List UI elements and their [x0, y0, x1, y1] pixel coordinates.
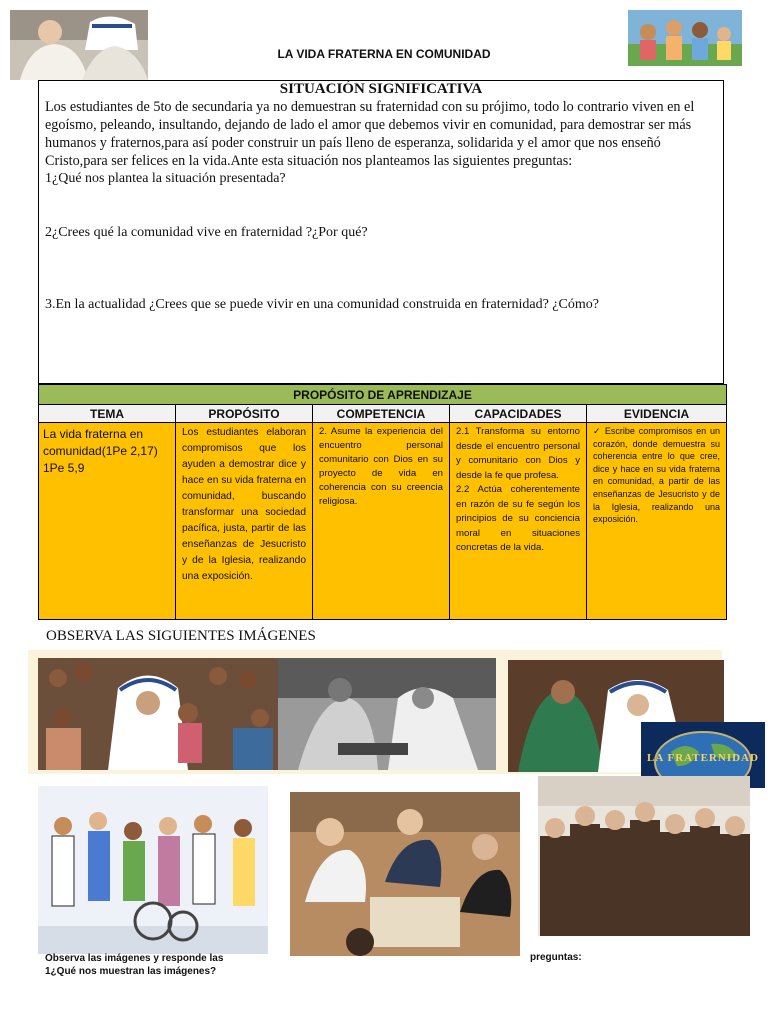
- column-header-capacidades: CAPACIDADES: [450, 405, 587, 423]
- capacidad-1: 2.1 Transforma su entorno desde el encuentro personal y comunitario con Dios y desde la fe que profesa.: [456, 426, 580, 481]
- evidencia-text: Escribe compromisos en un corazón, donde demuestra su coherencia entre lo que cree, dice y hace en su vida fraterna en comunidad, a partir de las enseñanzas de Jesucristo y de la Iglesia, realizando una exposición.: [593, 426, 721, 525]
- cell-proposito: Los estudiantes elaboran compromisos que los ayuden a demostrar dice y hace en su vida fraterna en comunidad, buscando transformar una sociedad pacífica, justa, partir de las enseñanzas de Jesucristo y de la Iglesia, realizando una exposición.: [176, 423, 313, 620]
- illustration-diverse-community: [38, 786, 268, 954]
- situacion-significativa-box: [38, 80, 724, 384]
- photo-mother-teresa-children: [38, 658, 278, 770]
- proposito-table: [38, 384, 727, 620]
- situacion-heading: SITUACIÓN SIGNIFICATIVA: [279, 81, 483, 97]
- photo-franciscan-friars: [538, 776, 750, 936]
- cell-tema: La vida fraterna en comunidad(1Pe 2,17) 1Pe 5,9: [39, 423, 176, 620]
- column-header-evidencia: EVIDENCIA: [587, 405, 727, 423]
- header-photo-pope-nun: [10, 10, 148, 80]
- proposito-heading: PROPÓSITO DE APRENDIZAJE: [39, 385, 727, 405]
- question-2: 2¿Crees qué la comunidad vive en fraternidad ?¿Por qué?: [45, 225, 368, 240]
- column-header-competencia: COMPETENCIA: [313, 405, 450, 423]
- document-title: LA VIDA FRATERNA EN COMUNIDAD: [277, 47, 491, 61]
- instruction-question: 1¿Qué nos muestran las imágenes?: [45, 966, 217, 977]
- photo-students-working: [290, 792, 520, 956]
- capacidad-2: 2.2 Actúa coherentemente en razón de su fe según los principios de su conciencia moral en situaciones concretas de la vida.: [456, 484, 580, 553]
- instruction-preguntas: preguntas:: [530, 952, 582, 963]
- cell-evidencia: [587, 423, 727, 620]
- cell-capacidades: [450, 423, 587, 620]
- instruction-line-1: Observa las imágenes y responde las: [45, 953, 224, 964]
- photo-black-white-care: [278, 658, 496, 770]
- observa-heading: OBSERVA LAS SIGUIENTES IMÁGENES: [46, 628, 316, 644]
- observa-instruction: [45, 952, 223, 978]
- column-header-tema: TEMA: [39, 405, 176, 423]
- cell-competencia: 2. Asume la experiencia del encuentro personal comunitario con Dios en su proyecto de vida en coherencia con su creencia religiosa.: [313, 423, 450, 620]
- question-1: 1¿Qué nos plantea la situación presentada?: [45, 171, 286, 186]
- globe-label: LA FRATERNIDAD: [647, 752, 759, 764]
- checkmark-icon: ✓: [593, 426, 602, 436]
- question-3: 3.En la actualidad ¿Crees que se puede vivir en una comunidad construida en fraternidad? ¿Cómo?: [45, 297, 599, 312]
- column-header-proposito: PROPÓSITO: [176, 405, 313, 423]
- situacion-text: Los estudiantes de 5to de secundaria ya no demuestran su fraternidad con su prójimo, todo lo contrario viven en el egoísmo, peleando, insultando, dejando de lado el amor que debemos vivir en comunidad, para demostrar ser más humanos y fraternos,para así poder construir un país lleno de esperanza, solidarida y el amor que nos enseñó Cristo,para ser felices en la vida.Ante esta situación nos planteamos las siguientes preguntas:: [45, 99, 695, 169]
